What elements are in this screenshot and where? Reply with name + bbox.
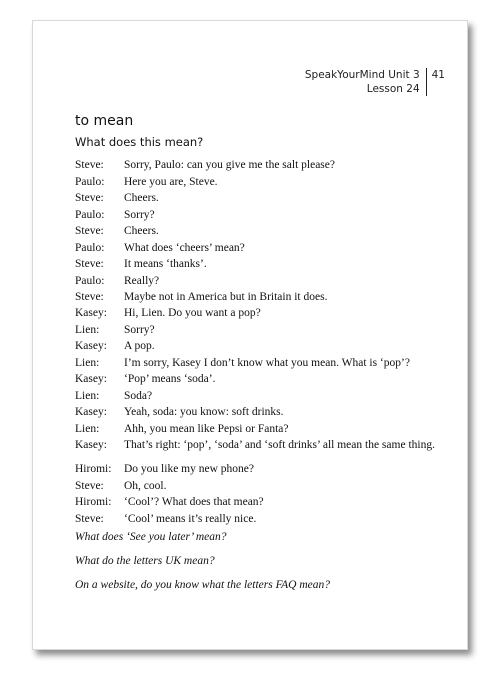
dialog-text: Hi, Lien. Do you want a pop? [124, 307, 261, 319]
page-header [305, 68, 445, 96]
dialog-line [75, 223, 446, 240]
document-page [32, 20, 468, 650]
dialog-text: ‘Cool’? What does that mean? [124, 496, 264, 508]
dialog-text: Cheers. [124, 192, 159, 204]
dialog-text: That’s right: ‘pop’, ‘soda’ and ‘soft drinks’ all mean the same thing. [124, 439, 435, 451]
dialog-line [75, 478, 446, 495]
speaker-name: Steve: [75, 291, 104, 303]
question-1: What does ‘See you later’ mean? [75, 531, 227, 543]
speaker-name: Paulo: [75, 175, 105, 188]
speaker-name: Kasey: [75, 439, 107, 451]
dialog-line [75, 355, 446, 372]
dialog-text: Oh, cool. [124, 479, 167, 492]
dialog-text: Here you are, Steve. [124, 175, 218, 188]
speaker-name: Paulo: [75, 208, 105, 221]
dialog-line [75, 388, 446, 405]
dialog-line [75, 322, 446, 339]
dialog-line [75, 461, 446, 478]
unit-label: SpeakYourMind Unit 3 [304, 69, 420, 81]
dialog-text: Yeah, soda: you know: soft drinks. [124, 406, 284, 418]
dialog-line [75, 289, 446, 306]
speaker-name: Paulo: [75, 241, 105, 254]
dialog-text: ‘Pop’ means ‘soda’. [124, 373, 216, 385]
dialog-text: I’m sorry, Kasey I don’t know what you mean. What is ‘pop’? [124, 356, 410, 369]
speaker-name: Steve: [75, 512, 104, 525]
speaker-name: Kasey: [75, 340, 107, 352]
speaker-name: Lien: [75, 323, 100, 336]
dialog-2 [75, 305, 446, 454]
dialog-line [75, 437, 446, 454]
speaker-name: Paulo: [75, 274, 105, 287]
dialog-text: Sorry? [124, 323, 155, 336]
dialog-line [75, 511, 446, 528]
dialog-line [75, 421, 446, 438]
speaker-name: Steve: [75, 192, 104, 204]
page-subtitle: What does this mean? [75, 135, 204, 149]
page-number: 41 [431, 69, 445, 81]
speaker-name: Kasey: [75, 307, 107, 319]
dialog-line [75, 256, 446, 273]
speaker-name: Lien: [75, 389, 100, 402]
dialog-line [75, 207, 446, 224]
dialog-line [75, 371, 446, 388]
dialog-line [75, 240, 446, 257]
speaker-name: Steve: [75, 159, 104, 171]
dialog-text: Ahh, you mean like Pepsi or Fanta? [124, 422, 289, 435]
question-3: On a website, do you know what the letters FAQ mean? [75, 579, 330, 591]
dialog-line [75, 174, 446, 191]
speaker-name: Steve: [75, 225, 104, 237]
dialog-text: ‘Cool’ means it’s really nice. [124, 512, 257, 525]
dialog-3 [75, 461, 446, 527]
dialog-text: Cheers. [124, 225, 159, 237]
speaker-name: Kasey: [75, 373, 107, 385]
dialog-text: Do you like my new phone? [124, 463, 254, 475]
dialog-line [75, 494, 446, 511]
dialog-text: What does ‘cheers’ mean? [124, 241, 245, 254]
dialog-text: A pop. [124, 340, 155, 352]
speaker-name: Hiromi: [75, 496, 112, 508]
dialog-text: Maybe not in America but in Britain it does. [124, 291, 328, 303]
dialog-1 [75, 157, 446, 306]
dialog-text: Really? [124, 274, 160, 287]
dialog-line [75, 273, 446, 290]
dialog-line [75, 157, 446, 174]
speaker-name: Lien: [75, 356, 100, 369]
speaker-name: Lien: [75, 422, 100, 435]
dialog-line [75, 338, 446, 355]
dialog-line [75, 404, 446, 421]
dialog-line [75, 305, 446, 322]
speaker-name: Steve: [75, 258, 104, 270]
question-2: What do the letters UK mean? [75, 555, 215, 567]
dialog-text: Sorry, Paulo: can you give me the salt please? [124, 159, 335, 171]
speaker-name: Steve: [75, 479, 104, 492]
speaker-name: Kasey: [75, 406, 107, 418]
speaker-name: Hiromi: [75, 463, 112, 475]
dialog-line [75, 190, 446, 207]
lesson-label: Lesson 24 [366, 83, 420, 95]
dialog-text: Soda? [124, 389, 153, 402]
dialog-text: Sorry? [124, 208, 155, 221]
dialog-text: It means ‘thanks’. [124, 258, 207, 270]
page-title: to mean [75, 113, 134, 129]
